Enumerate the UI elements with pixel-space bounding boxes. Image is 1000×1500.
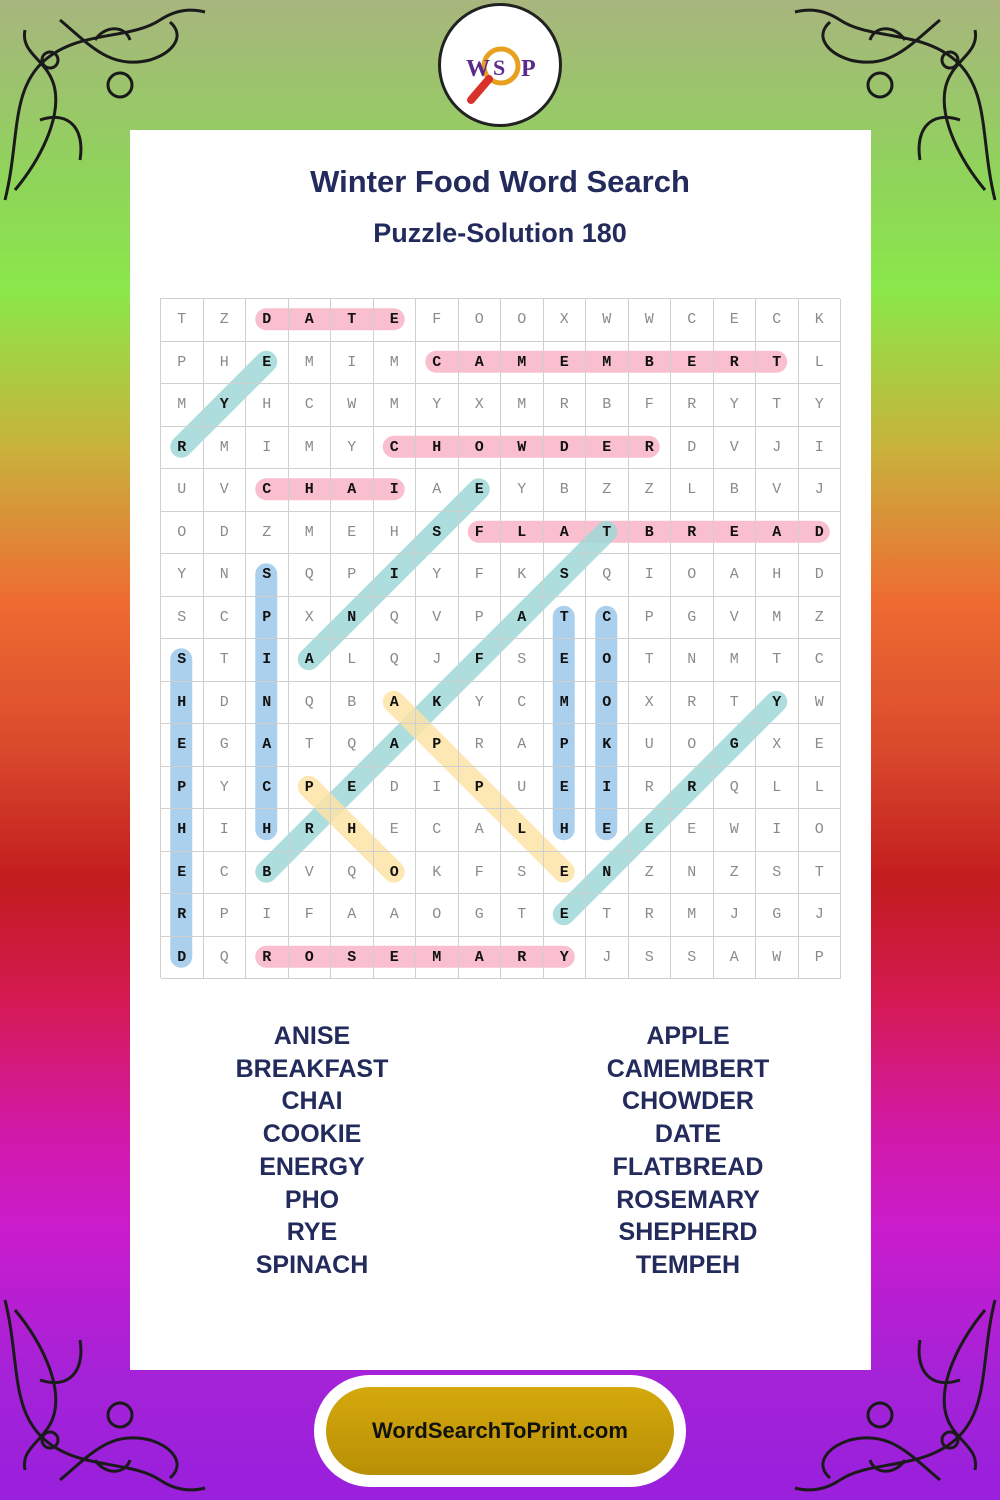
grid-cell[interactable]: P (799, 937, 842, 980)
grid-cell[interactable]: L (501, 809, 544, 852)
site-link[interactable]: WordSearchToPrint.com (326, 1387, 674, 1475)
grid-cell[interactable]: H (374, 512, 417, 555)
grid-cell[interactable]: M (161, 384, 204, 427)
grid-cell[interactable]: E (374, 937, 417, 980)
grid-cell[interactable]: P (246, 597, 289, 640)
logo-letter-s: S (493, 55, 506, 80)
grid-cell[interactable]: G (459, 894, 502, 937)
grid-cell[interactable]: J (799, 469, 842, 512)
logo-letter-p: P (521, 56, 536, 82)
grid-cell[interactable]: H (544, 809, 587, 852)
word-list-item: BREAKFAST (235, 1054, 389, 1083)
grid-cell[interactable]: Y (331, 427, 374, 470)
grid-cell[interactable]: Q (714, 767, 757, 810)
grid-cell[interactable]: W (629, 299, 672, 342)
grid-cell[interactable]: G (714, 724, 757, 767)
grid-cell[interactable]: A (459, 809, 502, 852)
grid-cell[interactable]: I (374, 554, 417, 597)
grid-cell[interactable]: J (756, 427, 799, 470)
grid-cell[interactable]: F (289, 894, 332, 937)
grid-cell[interactable]: M (289, 512, 332, 555)
grid-cell[interactable]: E (714, 512, 757, 555)
grid-cell[interactable]: C (246, 469, 289, 512)
grid-cell[interactable]: A (374, 724, 417, 767)
grid-cell[interactable]: H (161, 809, 204, 852)
grid-cell[interactable]: E (544, 894, 587, 937)
grid-cell[interactable]: E (331, 767, 374, 810)
grid-cell[interactable]: W (714, 809, 757, 852)
grid-cell[interactable]: O (161, 512, 204, 555)
magnifier-logo-icon (441, 6, 559, 124)
grid-cell[interactable]: I (331, 342, 374, 385)
grid-cell[interactable]: T (161, 299, 204, 342)
grid-cell[interactable]: T (756, 342, 799, 385)
grid-cell[interactable]: A (331, 469, 374, 512)
grid-cell[interactable]: E (544, 852, 587, 895)
grid-cell[interactable]: A (374, 682, 417, 725)
grid-cell[interactable]: N (331, 597, 374, 640)
grid-cell[interactable]: Z (246, 512, 289, 555)
grid-cell[interactable]: R (246, 937, 289, 980)
grid-cell[interactable]: A (246, 724, 289, 767)
grid-cell[interactable]: S (161, 639, 204, 682)
grid-cell[interactable]: V (416, 597, 459, 640)
grid-cell[interactable]: M (544, 682, 587, 725)
word-list-item: DATE (654, 1120, 722, 1149)
grid-cell[interactable]: E (544, 767, 587, 810)
grid-cell[interactable]: E (544, 342, 587, 385)
grid-cell[interactable]: E (331, 512, 374, 555)
grid-cell[interactable]: C (374, 427, 417, 470)
grid-cell[interactable]: D (374, 767, 417, 810)
grid-cell[interactable]: R (161, 427, 204, 470)
grid-cell[interactable]: V (289, 852, 332, 895)
word-list-item: FLATBREAD (612, 1152, 764, 1181)
grid-cell[interactable]: B (586, 384, 629, 427)
grid-cell[interactable]: D (544, 427, 587, 470)
grid-cell[interactable]: N (586, 852, 629, 895)
grid-cell[interactable]: O (289, 937, 332, 980)
word-list-item: CHOWDER (622, 1087, 754, 1116)
footer-badge[interactable] (314, 1375, 686, 1487)
grid-cell[interactable]: S (161, 597, 204, 640)
grid-cell[interactable]: M (501, 384, 544, 427)
grid-cell[interactable]: M (671, 894, 714, 937)
grid-cell[interactable]: I (629, 554, 672, 597)
grid-cell[interactable]: C (671, 299, 714, 342)
wsp-logo[interactable] (438, 3, 562, 127)
grid-cell[interactable]: L (799, 342, 842, 385)
grid-cell[interactable]: K (799, 299, 842, 342)
grid-cell[interactable]: O (459, 427, 502, 470)
grid-cell[interactable]: X (756, 724, 799, 767)
grid-cell[interactable]: O (799, 809, 842, 852)
grid-cell[interactable]: D (204, 512, 247, 555)
grid-cell[interactable]: M (289, 427, 332, 470)
grid-cell[interactable]: Y (459, 682, 502, 725)
grid-cell[interactable]: C (289, 384, 332, 427)
grid-cell[interactable]: P (416, 724, 459, 767)
grid-cell[interactable]: M (714, 639, 757, 682)
grid-cell[interactable]: P (629, 597, 672, 640)
grid-cell[interactable]: E (671, 809, 714, 852)
grid-cell[interactable]: E (671, 342, 714, 385)
grid-cell[interactable]: G (756, 894, 799, 937)
grid-cell[interactable]: O (459, 299, 502, 342)
grid-cell[interactable]: K (416, 682, 459, 725)
grid-cell[interactable]: Y (204, 384, 247, 427)
grid-cell[interactable]: I (799, 427, 842, 470)
grid-cell[interactable]: E (246, 342, 289, 385)
word-list-item: PHO (284, 1185, 340, 1214)
page-title: Winter Food Word Search (310, 164, 690, 199)
grid-cell[interactable]: L (671, 469, 714, 512)
grid-cell[interactable]: X (289, 597, 332, 640)
grid-cell[interactable]: H (289, 469, 332, 512)
grid-cell[interactable]: J (714, 894, 757, 937)
grid-cell[interactable]: I (246, 894, 289, 937)
word-list-item: ANISE (273, 1022, 351, 1050)
grid-cell[interactable]: F (629, 384, 672, 427)
grid-cell[interactable]: E (586, 809, 629, 852)
grid-cell[interactable]: X (459, 384, 502, 427)
grid-cell[interactable]: Z (586, 469, 629, 512)
grid-cell[interactable]: H (246, 384, 289, 427)
grid-cell[interactable]: M (289, 342, 332, 385)
grid-cell[interactable]: K (501, 554, 544, 597)
grid-cell[interactable]: Y (799, 384, 842, 427)
grid-cell[interactable]: C (501, 682, 544, 725)
word-list-item: SHEPHERD (618, 1218, 758, 1247)
grid-cell[interactable]: N (671, 639, 714, 682)
grid-cell[interactable]: I (246, 639, 289, 682)
grid-cell[interactable]: Y (204, 767, 247, 810)
grid-cell[interactable]: Q (374, 639, 417, 682)
grid-cell[interactable]: B (629, 342, 672, 385)
word-list-right (538, 1020, 838, 1282)
grid-cell[interactable]: Q (374, 597, 417, 640)
grid-cell[interactable]: E (161, 852, 204, 895)
grid-cell[interactable]: T (756, 384, 799, 427)
grid-cell[interactable]: Q (331, 852, 374, 895)
grid-cell[interactable]: E (629, 809, 672, 852)
grid-cell[interactable]: P (204, 894, 247, 937)
grid-cell[interactable]: A (756, 512, 799, 555)
grid-cell[interactable]: Q (204, 937, 247, 980)
grid-cell[interactable]: O (671, 554, 714, 597)
grid-cell[interactable]: A (459, 342, 502, 385)
grid-cell[interactable]: P (459, 767, 502, 810)
grid-cell[interactable]: L (331, 639, 374, 682)
grid-cell[interactable]: M (374, 342, 417, 385)
grid-cell[interactable]: E (374, 299, 417, 342)
grid-cell[interactable]: I (374, 469, 417, 512)
grid-cell[interactable]: P (544, 724, 587, 767)
grid-cell[interactable]: I (586, 767, 629, 810)
grid-cell[interactable]: D (799, 512, 842, 555)
grid-cell[interactable]: I (416, 767, 459, 810)
word-list-item: TEMPEH (635, 1250, 741, 1279)
grid-cell[interactable]: R (161, 894, 204, 937)
grid-cell[interactable]: O (501, 299, 544, 342)
grid-cell[interactable]: H (756, 554, 799, 597)
grid-cell[interactable]: C (246, 767, 289, 810)
grid-cell[interactable]: I (204, 809, 247, 852)
grid-cell[interactable]: C (756, 299, 799, 342)
grid-cell[interactable]: A (289, 639, 332, 682)
grid-cell[interactable]: H (246, 809, 289, 852)
grid-cell[interactable]: B (246, 852, 289, 895)
grid-cell[interactable]: X (629, 682, 672, 725)
grid-cell[interactable]: O (586, 682, 629, 725)
grid-cell[interactable]: S (246, 554, 289, 597)
grid-cell[interactable]: T (204, 639, 247, 682)
grid-cell[interactable]: U (629, 724, 672, 767)
grid-cell[interactable]: S (331, 937, 374, 980)
grid-cell[interactable]: D (671, 427, 714, 470)
grid-cell[interactable]: Y (161, 554, 204, 597)
grid-cell[interactable]: Y (544, 937, 587, 980)
grid-cell[interactable]: U (161, 469, 204, 512)
grid-cell[interactable]: H (204, 342, 247, 385)
grid-cell[interactable]: A (501, 724, 544, 767)
grid-cell[interactable]: B (544, 469, 587, 512)
word-list-item: SPINACH (255, 1250, 369, 1279)
grid-cell[interactable]: Z (629, 469, 672, 512)
grid-cell[interactable]: S (629, 937, 672, 980)
grid-cell[interactable]: B (714, 469, 757, 512)
grid-cell[interactable]: F (459, 639, 502, 682)
logo-letter-w: W (466, 56, 490, 82)
grid-cell[interactable]: E (374, 809, 417, 852)
grid-cell[interactable]: F (416, 299, 459, 342)
grid-cell[interactable]: Z (714, 852, 757, 895)
grid-cell[interactable]: J (799, 894, 842, 937)
grid-cell[interactable]: D (799, 554, 842, 597)
grid-cell[interactable]: R (629, 894, 672, 937)
grid-cell[interactable]: C (204, 597, 247, 640)
grid-cell[interactable]: R (671, 767, 714, 810)
grid-cell[interactable]: P (331, 554, 374, 597)
grid-cell[interactable]: F (459, 512, 502, 555)
grid-cell[interactable]: O (671, 724, 714, 767)
grid-cell[interactable]: M (586, 342, 629, 385)
grid-cell[interactable]: A (544, 512, 587, 555)
grid-cell[interactable]: A (289, 299, 332, 342)
grid-cell[interactable]: M (756, 597, 799, 640)
grid-cell[interactable]: P (161, 767, 204, 810)
grid-cell[interactable]: Q (331, 724, 374, 767)
word-list-item: APPLE (646, 1022, 730, 1050)
grid-cell[interactable]: Y (501, 469, 544, 512)
grid-cell[interactable]: V (756, 469, 799, 512)
word-search-grid-area (160, 298, 840, 978)
grid-cell[interactable]: T (629, 639, 672, 682)
grid-cell[interactable]: T (586, 894, 629, 937)
grid-cell[interactable]: F (459, 852, 502, 895)
grid-cell[interactable]: R (544, 384, 587, 427)
grid-cell[interactable]: Y (416, 384, 459, 427)
grid-cell[interactable]: J (416, 639, 459, 682)
page-subtitle: Puzzle-Solution 180 (373, 218, 627, 248)
grid-cell[interactable]: M (501, 342, 544, 385)
grid-cell[interactable]: T (544, 597, 587, 640)
grid-cell[interactable]: K (586, 724, 629, 767)
grid-cell[interactable]: T (756, 639, 799, 682)
grid-cell[interactable]: P (459, 597, 502, 640)
grid-cell[interactable]: M (204, 427, 247, 470)
word-list-item: ROSEMARY (616, 1185, 760, 1214)
grid-cell[interactable]: W (501, 427, 544, 470)
grid-cell[interactable]: E (799, 724, 842, 767)
grid-cell[interactable]: A (416, 469, 459, 512)
grid-cell[interactable]: A (459, 937, 502, 980)
grid-cell[interactable]: A (501, 597, 544, 640)
grid-cell[interactable]: H (416, 427, 459, 470)
grid-cell[interactable]: S (756, 852, 799, 895)
grid-cell[interactable]: K (416, 852, 459, 895)
word-list-item: CHAI (281, 1087, 343, 1116)
grid-cell[interactable]: C (586, 597, 629, 640)
grid-cell[interactable]: B (629, 512, 672, 555)
grid-cell[interactable]: E (714, 299, 757, 342)
grid-cell[interactable]: E (544, 639, 587, 682)
grid-cell[interactable]: V (204, 469, 247, 512)
grid-cell[interactable]: M (416, 937, 459, 980)
word-list-item: COOKIE (262, 1120, 362, 1149)
grid-cell[interactable]: F (459, 554, 502, 597)
grid-cell[interactable]: Z (799, 597, 842, 640)
grid-cell[interactable]: R (714, 342, 757, 385)
grid-cell[interactable]: C (416, 809, 459, 852)
grid-cell[interactable]: A (714, 554, 757, 597)
grid-cell[interactable]: Q (586, 554, 629, 597)
grid-cell[interactable]: S (416, 512, 459, 555)
grid-cell[interactable]: Y (714, 384, 757, 427)
grid-cell[interactable]: S (501, 852, 544, 895)
grid-cell[interactable]: E (586, 427, 629, 470)
grid-cell[interactable]: N (671, 852, 714, 895)
grid-cell[interactable]: A (331, 894, 374, 937)
grid-cell[interactable]: E (161, 724, 204, 767)
grid-cell[interactable]: V (714, 427, 757, 470)
grid-cell[interactable]: P (161, 342, 204, 385)
grid-cell[interactable]: T (714, 682, 757, 725)
grid-cell[interactable]: R (671, 384, 714, 427)
grid-cell[interactable]: W (799, 682, 842, 725)
grid-cell[interactable]: T (289, 724, 332, 767)
grid-cell[interactable]: S (671, 937, 714, 980)
grid-cell[interactable]: Q (289, 682, 332, 725)
grid-cell[interactable]: R (459, 724, 502, 767)
grid-cell[interactable]: B (331, 682, 374, 725)
grid-cell[interactable]: N (204, 554, 247, 597)
grid-cell[interactable]: T (331, 299, 374, 342)
grid-cell[interactable]: W (756, 937, 799, 980)
grid-cell[interactable]: N (246, 682, 289, 725)
grid-cell[interactable]: C (416, 342, 459, 385)
grid-cell[interactable]: H (331, 809, 374, 852)
grid-cell[interactable]: U (501, 767, 544, 810)
grid-cell[interactable]: D (246, 299, 289, 342)
grid-cell[interactable]: L (501, 512, 544, 555)
grid-cell[interactable]: Z (629, 852, 672, 895)
grid-cell[interactable]: R (629, 767, 672, 810)
grid-cell[interactable]: Y (756, 682, 799, 725)
grid-cell[interactable]: I (246, 427, 289, 470)
grid-cell[interactable]: R (501, 937, 544, 980)
grid-cell[interactable]: T (586, 512, 629, 555)
grid-cell[interactable]: I (756, 809, 799, 852)
grid-cell[interactable]: A (714, 937, 757, 980)
word-list-item: RYE (286, 1218, 338, 1247)
letter-grid (160, 298, 840, 978)
grid-cell[interactable]: R (671, 682, 714, 725)
grid-cell[interactable]: R (629, 427, 672, 470)
grid-cell[interactable]: O (586, 639, 629, 682)
grid-cell[interactable]: W (331, 384, 374, 427)
grid-cell[interactable]: L (799, 767, 842, 810)
grid-cell[interactable]: O (416, 894, 459, 937)
grid-cell[interactable]: R (671, 512, 714, 555)
grid-cell[interactable]: G (204, 724, 247, 767)
grid-cell[interactable]: Y (416, 554, 459, 597)
grid-cell[interactable]: C (204, 852, 247, 895)
grid-cell[interactable]: J (586, 937, 629, 980)
word-list-left (162, 1020, 462, 1282)
grid-cell[interactable]: H (161, 682, 204, 725)
grid-cell[interactable]: O (374, 852, 417, 895)
grid-cell[interactable]: S (501, 639, 544, 682)
grid-cell[interactable]: G (671, 597, 714, 640)
grid-cell[interactable]: C (799, 639, 842, 682)
word-list-item: CAMEMBERT (606, 1054, 770, 1083)
grid-cell[interactable]: S (544, 554, 587, 597)
grid-cell[interactable]: L (756, 767, 799, 810)
grid-cell[interactable]: D (161, 937, 204, 980)
grid-cell[interactable]: V (714, 597, 757, 640)
grid-cell[interactable]: R (289, 809, 332, 852)
word-list-item: ENERGY (259, 1152, 365, 1181)
grid-cell[interactable]: A (374, 894, 417, 937)
grid-cell[interactable]: P (289, 767, 332, 810)
grid-cell[interactable]: E (459, 469, 502, 512)
grid-cell[interactable]: D (204, 682, 247, 725)
grid-cell[interactable]: Z (204, 299, 247, 342)
grid-cell[interactable]: T (501, 894, 544, 937)
grid-cell[interactable]: Q (289, 554, 332, 597)
grid-cell[interactable]: M (374, 384, 417, 427)
grid-cell[interactable]: T (799, 852, 842, 895)
grid-cell[interactable]: W (586, 299, 629, 342)
grid-cell[interactable]: X (544, 299, 587, 342)
